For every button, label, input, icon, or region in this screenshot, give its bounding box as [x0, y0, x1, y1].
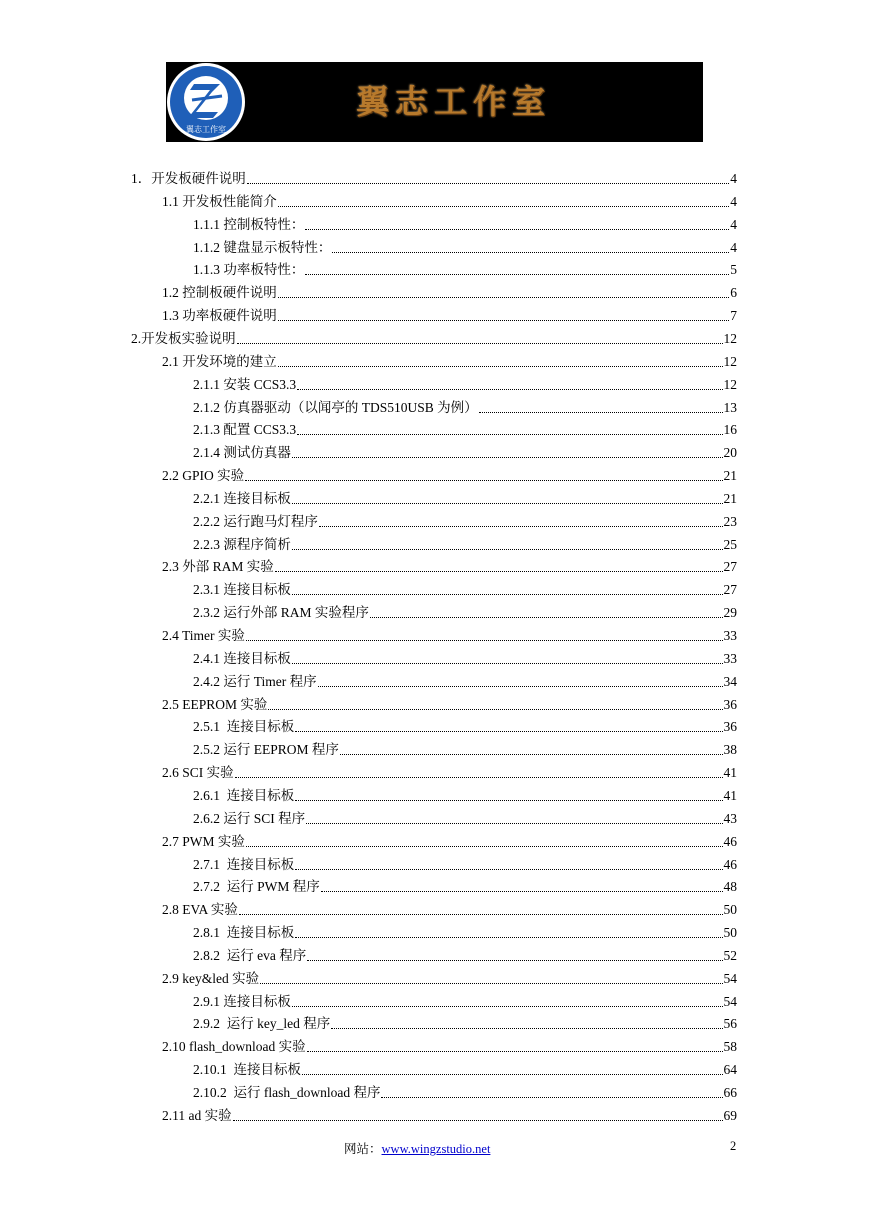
logo-text: 翼志工作室 [186, 125, 226, 134]
toc-entry-page: 16 [723, 422, 737, 438]
toc-dot-leader [370, 616, 723, 618]
toc-dot-leader [297, 433, 722, 435]
toc-entry-page: 25 [723, 536, 737, 552]
toc-dot-leader [302, 1073, 723, 1075]
toc-entry[interactable] [193, 783, 737, 805]
toc-dot-leader [318, 685, 723, 687]
toc-dot-leader [246, 639, 723, 641]
toc-dot-leader [321, 890, 723, 892]
toc-entry-title: 1.3 功率板硬件说明 [162, 308, 277, 324]
toc-entry-title: 2.2.1 连接目标板 [193, 490, 291, 506]
toc-entry-page: 27 [723, 559, 737, 575]
toc-entry[interactable] [162, 349, 737, 371]
toc-entry[interactable] [193, 440, 737, 462]
page-number: 2 [730, 1139, 737, 1153]
toc-dot-leader [331, 1027, 722, 1029]
toc-entry-page: 36 [723, 696, 737, 712]
toc-dot-leader [307, 959, 722, 961]
toc-dot-leader [297, 388, 722, 390]
toc-entry-title: 2.9.1 连接目标板 [193, 993, 291, 1009]
toc-entry-page: 6 [730, 285, 737, 301]
toc-entry-title: 2.9 key&led 实验 [162, 970, 260, 986]
toc-entry-title: 2.开发板实验说明 [131, 330, 236, 346]
toc-entry-page: 46 [723, 833, 737, 849]
toc-dot-leader [292, 502, 723, 504]
toc-entry-page: 69 [723, 1107, 737, 1123]
toc-entry-page: 52 [723, 947, 737, 963]
toc-entry[interactable] [193, 737, 737, 759]
toc-entry-page: 41 [723, 765, 737, 781]
toc-dot-leader [233, 1119, 723, 1121]
toc-entry[interactable] [162, 897, 737, 919]
toc-dot-leader [292, 1005, 723, 1007]
toc-entry-page: 58 [723, 1039, 737, 1055]
toc-dot-leader [381, 1096, 722, 1098]
toc-entry-title: 2.3.1 连接目标板 [193, 582, 291, 598]
toc-dot-leader [295, 868, 722, 870]
toc-dot-leader [305, 228, 729, 230]
toc-entry-title: 1.1 开发板性能简介 [162, 193, 277, 209]
toc-entry-title: 2.6 SCI 实验 [162, 765, 234, 781]
toc-entry[interactable] [162, 1034, 737, 1056]
toc-entry-title: 2.3 外部 RAM 实验 [162, 559, 274, 575]
toc-dot-leader [278, 296, 730, 298]
toc-entry[interactable] [162, 1103, 737, 1125]
toc-dot-leader [332, 251, 729, 253]
toc-entry-page: 33 [723, 650, 737, 666]
toc-entry-title: 2.8 EVA 实验 [162, 902, 238, 918]
toc-entry[interactable] [193, 669, 737, 691]
toc-dot-leader [305, 273, 729, 275]
toc-entry-title: 1.1.1 控制板特性： [193, 216, 305, 232]
toc-dot-leader [340, 753, 723, 755]
toc-dot-leader [278, 365, 723, 367]
toc-entry[interactable] [162, 692, 737, 714]
toc-entry-title: 2.2.3 源程序简析 [193, 536, 291, 552]
toc-entry-page: 4 [730, 239, 737, 255]
toc-entry-page: 54 [723, 993, 737, 1009]
toc-dot-leader [295, 730, 722, 732]
toc-entry-title: 2.1 开发环境的建立 [162, 353, 277, 369]
toc-dot-leader [275, 570, 723, 572]
toc-entry-page: 54 [723, 970, 737, 986]
toc-entry-page: 4 [730, 216, 737, 232]
toc-entry-page: 50 [723, 902, 737, 918]
toc-entry[interactable] [193, 577, 737, 599]
toc-entry-page: 4 [730, 193, 737, 209]
toc-entry-page: 56 [723, 1016, 737, 1032]
toc-entry[interactable] [193, 235, 737, 257]
toc-dot-leader [295, 799, 722, 801]
toc-entry-page: 43 [723, 810, 737, 826]
toc-dot-leader [295, 936, 722, 938]
toc-entry[interactable] [193, 372, 737, 394]
toc-dot-leader [245, 479, 722, 481]
toc-entry[interactable] [193, 395, 737, 417]
toc-entry[interactable] [193, 852, 737, 874]
toc-entry-title: 2.11 ad 实验 [162, 1107, 232, 1123]
toc-entry[interactable] [193, 532, 737, 554]
toc-entry-page: 23 [723, 513, 737, 529]
toc-entry-title: 2.4.1 连接目标板 [193, 650, 291, 666]
toc-entry[interactable] [162, 966, 737, 988]
toc-entry-page: 34 [723, 673, 737, 689]
toc-entry-page: 29 [723, 605, 737, 621]
studio-title: 翼志工作室 [356, 82, 551, 121]
toc-dot-leader [479, 411, 723, 413]
toc-entry[interactable] [162, 280, 737, 302]
toc-entry-title: 2.5 EEPROM 实验 [162, 696, 268, 712]
toc-dot-leader [260, 982, 722, 984]
toc-dot-leader [247, 182, 730, 184]
toc-entry[interactable] [162, 463, 737, 485]
toc-entry-title: 2.10 flash_download 实验 [162, 1039, 306, 1055]
toc-entry-title: 2.7 PWM 实验 [162, 833, 245, 849]
toc-entry-title: 1.1.3 功率板特性： [193, 262, 305, 278]
toc-entry[interactable] [193, 920, 737, 942]
toc-dot-leader [239, 913, 723, 915]
toc-dot-leader [307, 1050, 723, 1052]
toc-entry[interactable] [193, 1011, 737, 1033]
toc-entry-page: 33 [723, 628, 737, 643]
toc-entry-title: 2.1.4 测试仿真器 [193, 445, 291, 461]
toc-entry[interactable] [193, 1057, 737, 1079]
toc-entry-title: 2.2.2 运行跑马灯程序 [193, 513, 318, 529]
toc-entry-page: 46 [723, 856, 737, 872]
toc-entry-title: 2.1.2 仿真器驱动（以闻亭的 TDS510USB 为例） [193, 399, 478, 415]
toc-dot-leader [237, 342, 723, 344]
toc-dot-leader [278, 319, 730, 321]
toc-entry-page: 12 [723, 353, 737, 369]
toc-entry[interactable] [193, 646, 737, 668]
toc-entry-title: 2.5.1 连接目标板 [193, 719, 295, 735]
toc-entry[interactable] [131, 166, 737, 188]
toc-entry[interactable] [193, 509, 737, 531]
toc-dot-leader [292, 456, 723, 458]
toc-entry-page: 66 [723, 1085, 737, 1100]
website-link[interactable]: www.wingzstudio.net [381, 1142, 491, 1156]
toc-entry[interactable] [193, 806, 737, 828]
toc-entry-page: 36 [723, 719, 737, 735]
toc-entry-title: 2.7.2 运行 PWM 程序 [193, 879, 320, 895]
toc-entry[interactable] [131, 326, 737, 348]
toc-entry-title: 2.10.1 连接目标板 [193, 1062, 301, 1078]
toc-entry-page: 12 [723, 330, 737, 346]
toc-entry-page: 5 [730, 262, 737, 278]
toc-entry-page: 13 [723, 399, 737, 415]
toc-entry-title: 2.6.2 运行 SCI 程序 [193, 810, 306, 826]
toc-dot-leader [235, 776, 723, 778]
toc-entry-title: 2.1.3 配置 CCS3.3 [193, 422, 297, 438]
toc-entry-title: 2.7.1 连接目标板 [193, 856, 295, 872]
toc-entry-page: 50 [723, 925, 737, 941]
toc-dot-leader [292, 548, 723, 550]
toc-entry-page: 20 [723, 445, 737, 461]
toc-entry-page: 48 [723, 879, 737, 895]
toc-entry[interactable] [193, 989, 737, 1011]
toc-dot-leader [246, 845, 723, 847]
footer-website [344, 1139, 490, 1157]
toc-entry-title: 2.4 Timer 实验 [162, 628, 245, 643]
toc-entry-title: 1.2 控制板硬件说明 [162, 285, 277, 301]
toc-entry-page: 27 [723, 582, 737, 598]
toc-dot-leader [278, 205, 730, 207]
toc-entry-title: 2.3.2 运行外部 RAM 实验程序 [193, 605, 369, 621]
toc-entry-title: 2.10.2 运行 flash_download 程序 [193, 1085, 381, 1100]
toc-entry-title: 1．开发板硬件说明 [131, 171, 246, 186]
toc-entry-title: 2.1.1 安装 CCS3.3 [193, 376, 297, 392]
toc-entry-title: 2.8.1 连接目标板 [193, 925, 295, 941]
footer-site-label: 网站： [344, 1142, 382, 1156]
toc-entry-page: 21 [723, 468, 737, 484]
toc-entry[interactable] [162, 829, 737, 851]
toc-entry[interactable] [193, 943, 737, 965]
header-banner [166, 62, 703, 142]
toc-entry-title: 2.6.1 连接目标板 [193, 787, 295, 803]
toc-entry-page: 12 [723, 376, 737, 392]
toc-entry-page: 21 [723, 490, 737, 506]
toc-entry[interactable] [162, 623, 737, 645]
toc-entry[interactable] [193, 874, 737, 896]
toc-entry-page: 41 [723, 787, 737, 803]
toc-dot-leader [292, 662, 723, 664]
toc-entry[interactable] [193, 600, 737, 622]
toc-dot-leader [319, 525, 723, 527]
studio-logo-icon [166, 62, 246, 142]
toc-entry-page: 4 [730, 171, 737, 186]
toc-entry-page: 38 [723, 742, 737, 758]
toc-dot-leader [268, 708, 722, 710]
toc-entry[interactable] [162, 303, 737, 325]
toc-dot-leader [306, 822, 722, 824]
toc-entry[interactable] [193, 1080, 737, 1102]
toc-entry-title: 1.1.2 键盘显示板特性： [193, 239, 332, 255]
toc-entry-title: 2.4.2 运行 Timer 程序 [193, 673, 317, 689]
toc-entry[interactable] [193, 486, 737, 508]
toc-entry[interactable] [162, 554, 737, 576]
toc-entry-page: 64 [723, 1062, 737, 1078]
toc-entry[interactable] [162, 189, 737, 211]
toc-dot-leader [292, 593, 723, 595]
toc-entry[interactable] [193, 417, 737, 439]
toc-entry[interactable] [162, 760, 737, 782]
toc-entry[interactable] [193, 714, 737, 736]
toc-entry[interactable] [193, 212, 737, 234]
toc-entry-title: 2.9.2 运行 key_led 程序 [193, 1016, 331, 1032]
toc-entry-title: 2.2 GPIO 实验 [162, 468, 245, 484]
toc-entry[interactable] [193, 257, 737, 279]
toc-entry-title: 2.5.2 运行 EEPROM 程序 [193, 742, 339, 758]
toc-entry-page: 7 [730, 308, 737, 324]
toc-entry-title: 2.8.2 运行 eva 程序 [193, 947, 307, 963]
